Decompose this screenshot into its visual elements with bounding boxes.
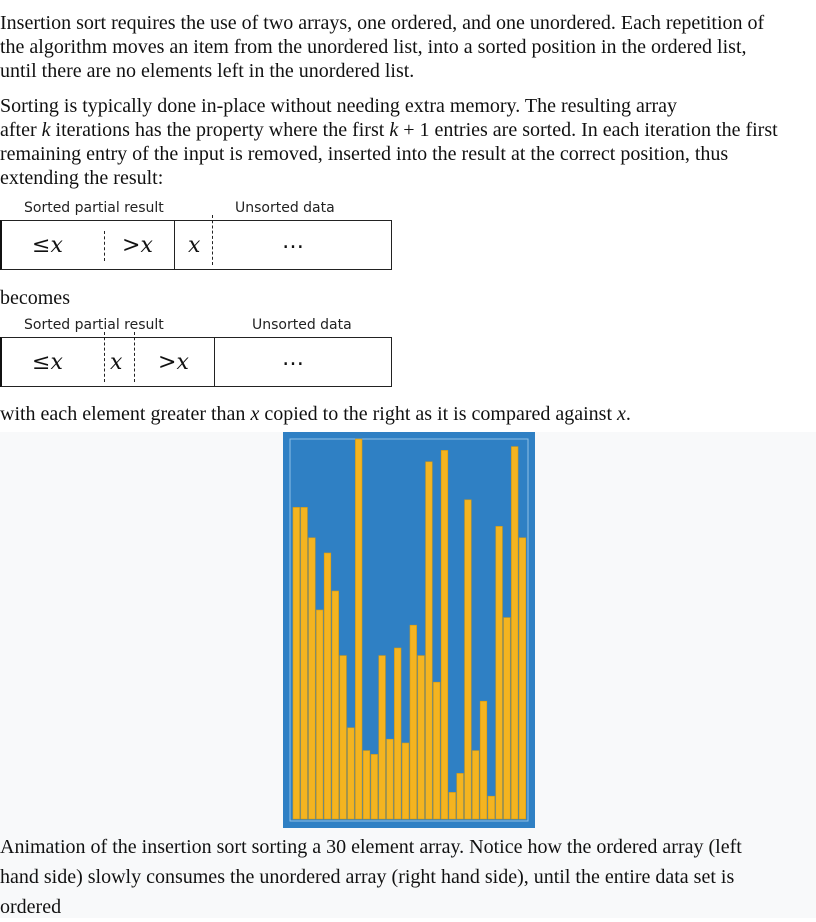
animation-section [0, 432, 816, 918]
array-bar [488, 796, 495, 819]
diagram2-array-box [0, 337, 392, 387]
diagram1-cell-gt-x: >x [122, 233, 153, 258]
inplace-line-2: after k iterations has the property where the first k + 1 entries are sorted. In each iteration the first [0, 119, 778, 141]
diagram1-cell-le-x: ≤x [32, 233, 63, 258]
diagram2-dashed-divider [104, 332, 105, 382]
comparison-text: with each element greater than x copied to the right as it is compared against x. [0, 403, 631, 425]
array-bar [355, 439, 362, 819]
array-bar [301, 507, 308, 819]
insertion-sort-animation [283, 432, 535, 828]
diagram1-sorted-label: Sorted partial result [24, 200, 164, 216]
caption-line-3: ordered [0, 896, 62, 918]
intro-line-3: until there are no elements left in the unordered list. [0, 60, 415, 82]
array-bar [340, 656, 347, 819]
diagram1-ellipsis: … [282, 229, 306, 254]
array-bar [511, 447, 518, 819]
intro-line-1: Insertion sort requires the use of two arrays, one ordered, and one unordered. Each repetition of [0, 12, 765, 34]
array-bar [426, 462, 433, 819]
array-bar [332, 591, 339, 819]
intro-line-2: the algorithm moves an item from the unordered list, into a sorted position in the ordered list, [0, 36, 747, 58]
diagram1-dashed-divider [212, 215, 213, 265]
diagram2-solid-divider [214, 338, 215, 386]
array-bar [480, 701, 487, 819]
animation-caption [0, 832, 816, 922]
inplace-line-3: remaining entry of the input is removed, inserted into the result at the correct position, thus [0, 143, 729, 165]
array-bar [433, 682, 440, 819]
array-bar [394, 648, 401, 819]
array-bar [504, 618, 511, 819]
array-bar [449, 792, 456, 819]
var-x: x [617, 403, 626, 425]
array-bar [371, 754, 378, 819]
array-bar [519, 538, 526, 819]
diagram1-array-box [0, 220, 392, 270]
bar-chart-svg [283, 432, 535, 828]
diagram2-cell-le-x: ≤x [32, 350, 63, 375]
diagram2-unsorted-label: Unsorted data [252, 317, 352, 333]
diagram1-unsorted-label: Unsorted data [235, 200, 335, 216]
caption-line-1: Animation of the insertion sort sorting a 30 element array. Notice how the ordered array (left [0, 836, 742, 858]
array-bar [496, 526, 503, 819]
array-bar [387, 739, 394, 819]
array-bar [379, 656, 386, 819]
inplace-line-4: extending the result: [0, 167, 164, 189]
array-bar [441, 450, 448, 819]
diagram1-cell-x: x [188, 233, 201, 258]
var-k: k [389, 119, 399, 141]
array-bar [410, 625, 417, 819]
caption-line-2: hand side) slowly consumes the unordered array (right hand side), until the entire data set is [0, 866, 735, 888]
diagram1-solid-divider [174, 221, 175, 269]
array-bar [472, 751, 479, 819]
array-bar [402, 743, 409, 819]
array-bar [457, 773, 464, 819]
array-bar [293, 507, 300, 819]
array-bar [324, 553, 331, 819]
array-bar [465, 500, 472, 819]
becomes-text: becomes [0, 287, 70, 309]
var-k: k [41, 119, 51, 141]
array-bar [348, 728, 355, 819]
array-bar [316, 610, 323, 819]
bars-group [293, 439, 526, 819]
array-bar [363, 751, 370, 819]
array-bar [309, 538, 316, 819]
inplace-paragraph [0, 94, 816, 190]
array-bar [418, 656, 425, 819]
intro-paragraph [0, 11, 816, 83]
diagram2-cell-x: x [110, 350, 123, 375]
diagram1-dashed-divider [104, 231, 105, 261]
var-x: x [250, 403, 260, 425]
diagram2-ellipsis: … [282, 346, 306, 371]
inplace-line-1: Sorting is typically done in-place without needing extra memory. The resulting array [0, 95, 678, 117]
diagram2-cell-gt-x: >x [158, 350, 189, 375]
diagram2-sorted-label: Sorted partial result [24, 317, 164, 333]
diagram2-dashed-divider [134, 332, 135, 382]
